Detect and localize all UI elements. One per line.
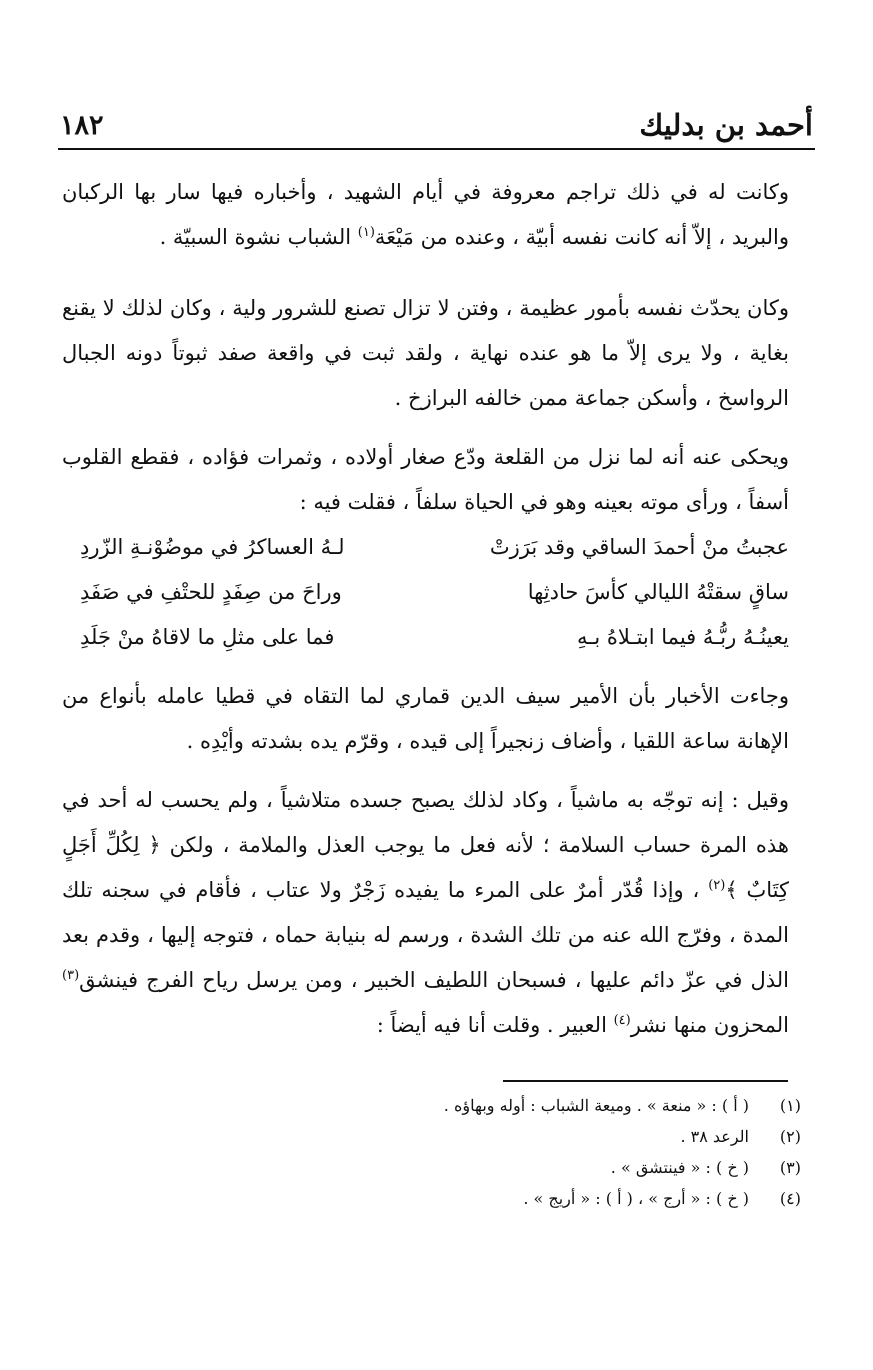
- verse-first-hemistich: عجبتُ منْ أحمدَ الساقي وقد بَرَزتْ: [489, 535, 789, 559]
- verse-line: [62, 615, 789, 660]
- verse-first-hemistich: يعينُـهُ ربُّـهُ فيما ابتـلاهُ بـهِ: [576, 625, 789, 649]
- paragraph-5-text-d: العبير . وقلت أنا فيه أيضاً :: [376, 1013, 607, 1037]
- footnote-ref-2: (٢): [708, 878, 726, 893]
- footnote-item: [281, 1152, 801, 1183]
- footnote-ref-3: (٣): [62, 968, 80, 983]
- footnote-ref-4: (٤): [613, 1013, 631, 1028]
- verse-second-hemistich: فما على مثلِ ما لاقاهُ منْ جَلَدِ: [80, 625, 335, 649]
- footnote-text: ( خ ) : « فينتشق » .: [610, 1158, 749, 1177]
- footnote-item: [281, 1121, 801, 1152]
- footnote-number: (٤): [779, 1189, 801, 1208]
- verse-second-hemistich: وراحَ من صِفَدٍ للحتْفِ في صَفَدِ: [80, 580, 342, 604]
- verse-line: [62, 525, 789, 570]
- footnote-rule: [503, 1080, 788, 1082]
- paragraph-5-text-a: وقيل : إنه توجّه به ماشياً ، وكاد لذلك يصبح جسده متلاشياً ، ولم يحسب له أحد في هذه المرة حساب السلامة ؛ لأنه فعل ما يوجب العذل والملامة ، ولكن ﴿ لِكُلِّ أَجَلٍ كِتَابٌ ﴾: [62, 788, 789, 902]
- paragraph-gap: [62, 421, 789, 435]
- page-number: ١٨٢: [60, 110, 104, 141]
- paragraph-gap: [62, 764, 789, 778]
- footnotes: [281, 1090, 801, 1214]
- running-title: أحمد بن بدليك: [639, 108, 813, 142]
- footnote-item: [281, 1090, 801, 1121]
- footnote-number: (٢): [779, 1127, 801, 1146]
- paragraph-4: وجاءت الأخبار بأن الأمير سيف الدين قماري لما التقاه في قطيا عامله بأنواع من الإهانة ساعة اللقيا ، وأضاف زنجيراً إلى قيده ، وقرّم يده بشدته وأيْدِه .: [62, 684, 789, 753]
- paragraph-5-text-c: المحزون منها نشر: [630, 1013, 789, 1037]
- verse-first-hemistich: ساقٍ سقتْهُ الليالي كأسَ حادثِها: [527, 580, 789, 604]
- page-header: [60, 108, 813, 148]
- paragraph-2: وكان يحدّث نفسه بأمور عظيمة ، وفتن لا تزال تصنع للشرور ولية ، وكان لذلك لا يقنع بغاية ، ولا يرى إلاّ ما هو عنده نهاية ، ولقد ثبت في واقعة صفد ثبوتاً دونه الجبال الرواسخ ، وأسكن جماعة ممن خالفه البرازخ .: [62, 296, 789, 410]
- footnote-ref-1: (١): [357, 225, 375, 240]
- poem-block: [62, 525, 789, 660]
- paragraph-3: ويحكى عنه أنه لما نزل من القلعة ودّع صغار أولاده ، وثمرات فؤاده ، فقطع القلوب أسفاً ، ورأى موته بعينه وهو في الحياة سلفاً ، فقلت فيه :: [62, 445, 789, 514]
- verse-line: [62, 570, 789, 615]
- footnote-text: ( أ ) : « منعة » . وميعة الشباب : أوله وبهاؤه .: [443, 1096, 749, 1115]
- footnote-text: الرعد ٣٨ .: [680, 1127, 749, 1146]
- paragraph-1-text-b: الشباب نشوة السبيّة .: [159, 225, 352, 249]
- footnote-text: ( خ ) : « أرج » ، ( أ ) : « أريج » .: [523, 1189, 749, 1208]
- paragraph-1: [62, 170, 789, 260]
- footnote-item: [281, 1183, 801, 1214]
- paragraph-gap: [62, 660, 789, 674]
- header-rule: [58, 148, 815, 150]
- paragraph-1-text-a: وكانت له في ذلك تراجم معروفة في أيام الشهيد ، وأخباره فيها سار بها الركبان والبريد ، إلاّ أنه كانت نفسه أبيّة ، وعنده من مَيْعَة: [62, 180, 789, 249]
- verse-second-hemistich: لـهُ العساكرُ في موضُوْنـةِ الزّردِ: [80, 535, 345, 559]
- footnote-number: (٣): [779, 1158, 801, 1177]
- body-text: [62, 170, 789, 1048]
- paragraph-5-text-b: ، وإذا قُدّر أمرٌ على المرء ما يفيده زَجْرٌ ولا عتاب ، فأقام في سجنه تلك المدة ، وفرّج الله عنه من تلك الشدة ، ورسم له بنيابة حماه ، فتوجه إليها ، وقدم بعد الذل في عزّ دائم عليها ، فسبحان اللطيف الخبير ، ومن يرسل رياح الفرج فينشق: [62, 878, 789, 992]
- paragraph-gap: [62, 260, 789, 286]
- footnote-number: (١): [779, 1096, 801, 1115]
- paragraph-5: [62, 778, 789, 1048]
